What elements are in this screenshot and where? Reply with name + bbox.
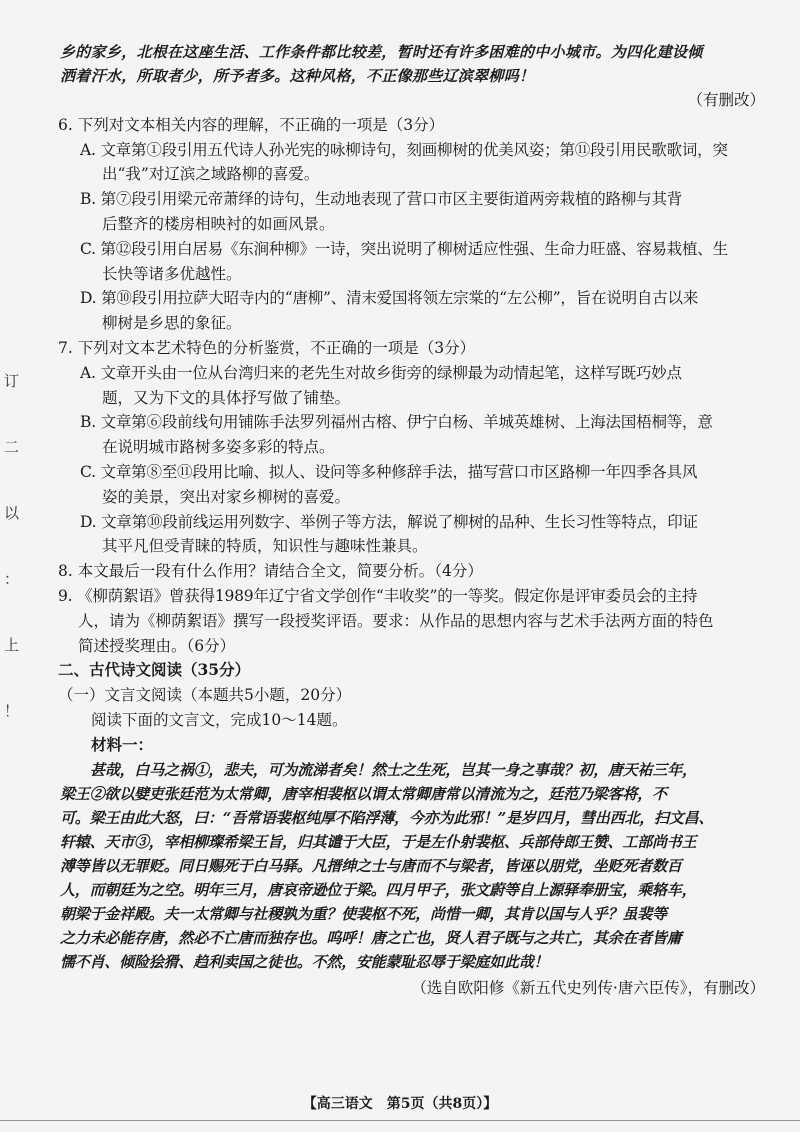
classical-text-line: 懦不肖、倾险狯猾、趋利卖国之徒也。不然，安能蒙耻忍辱于梁庭如此哉！ [60, 952, 549, 971]
question-8: 8. 本文最后一段有什么作用？请结合全文，简要分析。（4分） [58, 562, 483, 581]
question-6-option-b-cont: 后整齐的楼房相映衬的如画风景。 [102, 214, 335, 233]
question-7-option-b-cont: 在说明城市路树多姿多彩的特点。 [102, 438, 335, 457]
gutter-mark: 以 [4, 504, 20, 522]
classical-text-line: 人，而朝廷为之空。明年三月，唐哀帝逊位于梁。四月甲子，张文蔚等自上源驿奉册宝，乘辂车， [60, 880, 697, 899]
gutter-mark: ： [4, 570, 20, 588]
material-label: 材料一： [91, 734, 154, 754]
question-6-option-d-cont: 柳树是乡思的象征。 [102, 314, 242, 333]
classical-text-line: 梁王②欲以嬖吏张廷范为太常卿，唐宰相裴枢以谓太常卿唐常以清流为之，廷范乃梁客将，不 [60, 784, 667, 803]
question-9-line: 简述授奖理由。（6分） [78, 636, 236, 655]
question-6-stem: 6. 下列对文本相关内容的理解，不正确的一项是（3分） [58, 115, 445, 134]
question-7-option-d-cont: 其平凡但受青睐的特质，知识性与趣味性兼具。 [102, 537, 428, 556]
classical-text-line: 甚哉，白马之祸①，悲夫，可为流涕者矣！然士之生死，岂其一身之事哉？初，唐天祐三年， [90, 760, 697, 779]
gutter-mark: 二 [4, 438, 20, 456]
gutter-mark: ！ [4, 702, 20, 720]
gutter-mark: 订 [4, 372, 20, 390]
question-7-option-c: C. 文章第⑧至⑪段用比喻、拟人、设问等多种修辞手法，描写营口市区路柳一年四季各具风 [80, 462, 698, 481]
edit-note: （有删改） [687, 91, 765, 109]
classical-text-line: 轩辕、天市③，宰相柳璨希梁王旨，归其谴于大臣，于是左仆射裴枢、兵部侍郎王赞、工部尚书王 [60, 832, 697, 851]
classical-text-line: 可。梁王由此大怒，曰：“吾常语裴枢纯厚不陷浮薄，今亦为此邪！”是岁四月，彗出西北，扫文昌、 [60, 808, 714, 827]
question-9-line: 人，请为《柳荫絮语》撰写一段授奖评语。要求：从作品的思想内容与艺术手法两方面的特色 [78, 611, 714, 630]
classical-text-line: 朝梁于金祥殿。夫一太常卿与社稷孰为重？使裴枢不死，尚惜一卿，其肯以国与人乎？虽裴等 [60, 904, 667, 923]
classical-text-line: 之力未必能存唐，然必不亡唐而独存也。呜呼！唐之亡也，贤人君子既与之共亡，其余在者皆庸 [60, 928, 682, 947]
subsection-heading: （一）文言文阅读（本题共5小题，20分） [58, 686, 352, 705]
question-7-option-b: B. 文章第⑥段前线句用铺陈手法罗列福州古榕、伊宁白杨、羊城英雄树、上海法国梧桐等，意 [80, 413, 713, 432]
footer-rule [0, 1120, 800, 1121]
question-7-option-a: A. 文章开头由一位从台湾归来的老先生对故乡街旁的绿柳最为动情起笔，这样写既巧妙点 [80, 363, 682, 382]
page-footer: 【高三语文 第5页（共8页）】 [302, 1096, 498, 1112]
passage-continuation-line: 乡的家乡，北根在这座生活、工作条件都比较差，暂时还有许多困难的中小城市。为四化建设倾 [60, 43, 703, 61]
question-6-option-d: D. 第⑩段引用拉萨大昭寺内的“唐柳”、清末爱国将领左宗棠的“左公柳”，旨在说明自古以来 [80, 289, 699, 308]
question-7-option-c-cont: 姿的美景，突出对家乡柳树的喜爱。 [102, 487, 351, 506]
question-6-option-b: B. 第⑦段引用梁元帝萧绎的诗句，生动地表现了营口市区主要街道两旁栽植的路柳与其背 [80, 190, 683, 209]
page-content [60, 40, 765, 1000]
classical-text-line: 溥等皆以无罪贬。同日赐死于白马驿。凡搢绅之士与唐而不与梁者，皆诬以朋党，坐贬死者数百 [60, 856, 682, 875]
question-6-option-a: A. 文章第①段引用五代诗人孙光宪的咏柳诗句，刻画柳树的优美风姿；第⑪段引用民歌歌词，突 [80, 140, 728, 159]
question-6-option-c: C. 第⑫段引用白居易《东涧种柳》一诗，突出说明了柳树适应性强、生命力旺盛、容易栽植、生 [80, 239, 728, 258]
gutter-mark: 上 [4, 636, 20, 654]
question-7-option-a-cont: 题，又为下文的具体抒写做了铺垫。 [102, 388, 351, 407]
binding-gutter [4, 370, 22, 766]
reading-instruction: 阅读下面的文言文，完成10～14题。 [91, 710, 348, 729]
question-6-option-a-cont: 出“我”对辽滨之域路柳的喜爱。 [102, 165, 320, 184]
passage-continuation-line: 洒着汗水，所取者少，所予者多。这种风格，不正像那些辽滨翠柳吗！ [60, 67, 535, 85]
question-9-line: 9. 《柳荫絮语》曾获得1989年辽宁省文学创作“丰收奖”的一等奖。假定你是评审委员会的主持 [58, 586, 698, 605]
question-6-option-c-cont: 长快等诸多优越性。 [102, 264, 242, 283]
question-7-stem: 7. 下列对文本艺术特色的分析鉴赏，不正确的一项是（3分） [58, 338, 476, 357]
section-heading: 二、古代诗文阅读（35分） [58, 660, 251, 680]
source-citation: （选自欧阳修《新五代史列传·唐六臣传》，有删改） [411, 978, 765, 997]
question-7-option-d: D. 文章第⑩段前线运用列数字、举例子等方法，解说了柳树的品种、生长习性等特点，印证 [80, 512, 698, 531]
